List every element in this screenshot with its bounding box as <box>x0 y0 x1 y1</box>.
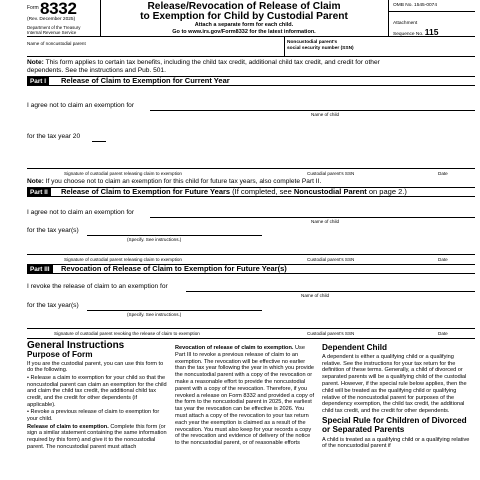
part3-signature-label: Signature of custodial parent revoking the release of claim to exemption <box>54 331 200 336</box>
part3-years-line[interactable] <box>87 310 262 311</box>
part3-signature-line[interactable] <box>27 328 475 329</box>
part2-signature-line[interactable] <box>27 254 475 255</box>
instructions-col-3 <box>322 345 474 451</box>
revocation-text: Use Part III to revoke a previous release of claim to an exemption. The revocation will be effective no earlier than the tax year following the year in which you provide the noncustodial parent with a copy of the revocation or make a reasonable effort to provide the noncustodial parent with a copy of the revocation. Therefore, if you revoked a release on Form 8332 and provided a copy of the form to the noncustodial parent in 2025, the earliest tax year the revocation can be effective is 2026. You must attach a copy of the revocation to your tax return each year the exemption is claimed as a result of the revocation. You must also keep for your records a copy of the revocation and evidence of delivery of the notice to the noncustodial parent, or of reasonable efforts <box>175 345 314 447</box>
irs-line: Internal Revenue Service <box>27 30 77 35</box>
part2-header <box>27 187 475 197</box>
part2-title-sub2: on page 2.) <box>366 187 407 196</box>
purpose-bullet-release: • Release a claim to exemption for your child so that the noncustodial parent can claim an exemption for the child and claim the child tax credit, the additional child tax credit, and the credit for other dependents (if applicable). <box>27 374 167 408</box>
form-title-line1: Release/Revocation of Release of Claim <box>147 1 341 12</box>
dependent-para: A dependent is either a qualifying child or a qualifying relative. See the instructions for your tax return for the definition of these terms. Generally, a child of divorced or separated parents will be a qualifying child of the custodial parent. However, if the special rule below applies, then the child will be treated as the qualifying child or qualifying relative of the noncustodial parent for purposes of the dependency exemption, the child tax credit, the additional child tax credit, and the credit for other dependents. <box>322 353 467 415</box>
revocation-bold: Revocation of release of claim to exemption. <box>175 345 294 351</box>
part1-ssn-label: Custodial parent's SSN <box>307 171 355 176</box>
part1-year-line[interactable] <box>92 141 106 142</box>
part3-name-of-child: Name of child <box>301 293 330 298</box>
part3-child-name-line[interactable] <box>186 291 475 292</box>
note-text-2: dependents. See the instructions and Pub. 501. <box>27 67 166 74</box>
part3-title: Revocation of Release of Claim to Exemption for Future Year(s) <box>61 264 287 273</box>
purpose-bullet-revoke: • Revoke a previous release of claim to exemption for your child. <box>27 409 160 423</box>
instructions-col-2 <box>175 345 315 448</box>
release-text: Complete this form (or sign a similar statement containing the same information required by this form) and give it to the noncustodial parent. The noncustodial parent must attach <box>27 423 167 450</box>
ssn-label-1: Noncustodial parent's <box>287 40 338 45</box>
part3-date-label: Date <box>438 331 448 336</box>
note-text-1: This form applies to certain tax benefits, including the child tax credit, additional child tax credit, and credit for other <box>43 59 380 66</box>
note-future-years <box>27 178 321 185</box>
part3-revoke-text: I revoke the release of claim to an exemption for <box>27 283 168 290</box>
department-line: Department of the Treasury <box>27 25 81 30</box>
form-label: Form <box>27 5 39 11</box>
general-instructions-heading: General Instructions <box>27 340 125 351</box>
part2-title-main: Release of Claim to Exemption for Future Years <box>61 187 231 196</box>
part1-agree-text: I agree not to claim an exemption for <box>27 102 135 109</box>
part1-tax-year: for the tax year 20 <box>27 133 81 140</box>
special-rule-para: A child is treated as a qualifying child or a qualifying relative of the noncustodial parent if <box>322 436 470 450</box>
note-label: Note: <box>27 59 44 66</box>
part2-title <box>61 188 407 197</box>
part2-years-line[interactable] <box>87 235 262 236</box>
purpose-heading: Purpose of Form <box>27 349 93 359</box>
ssn-label-2: social security number (SSN) <box>287 46 354 51</box>
release-para <box>27 424 167 451</box>
omb-number: OMB No. 1545-0074 <box>393 3 437 8</box>
purpose-para: If you are the custodial parent, you can use this form to do the following. <box>27 360 164 374</box>
note-applies <box>27 59 380 66</box>
attach-instruction: Attach a separate form for each child. <box>194 22 294 28</box>
note2-text: If you choose not to claim an exemption for this child for future tax years, also complete Part II. <box>43 178 322 185</box>
sequence-text: Sequence No. <box>393 32 424 37</box>
part2-name-of-child: Name of child <box>311 219 340 224</box>
goto-url: Go to www.irs.gov/Form8332 for the latest information. <box>172 29 316 35</box>
form-number: 8332 <box>40 0 77 18</box>
part2-tax-years: for the tax year(s) <box>27 227 79 234</box>
part3-tax-years: for the tax year(s) <box>27 302 79 309</box>
sequence-number: 115 <box>424 27 439 37</box>
part1-child-name-line[interactable] <box>150 110 475 111</box>
part2-date-label: Date <box>438 257 448 262</box>
noncustodial-name-label: Name of noncustodial parent <box>27 41 86 46</box>
part1-signature-line[interactable] <box>27 168 475 169</box>
part3-label: Part III <box>27 265 53 273</box>
part3-header <box>27 264 475 274</box>
form-title-line2: to Exemption for Child by Custodial Parent <box>140 11 348 22</box>
dependent-child-heading: Dependent Child <box>322 343 388 352</box>
note2-label: Note: <box>27 178 44 185</box>
part2-signature-label: Signature of custodial parent releasing claim to exemption <box>64 257 182 262</box>
special-rule-heading: Special Rule for Children of Divorced or Separated Parents <box>322 415 467 434</box>
part1-signature-label: Signature of custodial parent releasing claim to exemption <box>64 171 182 176</box>
part2-child-name-line[interactable] <box>150 217 475 218</box>
revision-date: (Rev. December 2025) <box>27 17 76 22</box>
part1-name-of-child: Name of child <box>311 112 340 117</box>
part2-title-sub1: (If completed, see <box>230 187 294 196</box>
part2-specify: (Specify. See instructions.) <box>127 237 182 242</box>
release-bold: Release of claim to exemption. <box>27 423 109 430</box>
part2-label: Part II <box>27 188 51 196</box>
attachment-label: Attachment <box>393 21 418 26</box>
part1-header <box>27 76 475 86</box>
part2-agree-text: I agree not to claim an exemption for <box>27 209 135 216</box>
part3-ssn-label: Custodial parent's SSN <box>307 331 355 336</box>
part1-label: Part I <box>27 77 49 85</box>
part3-specify: (Specify. See instructions.) <box>127 312 182 317</box>
part1-title: Release of Claim to Exemption for Current Year <box>61 76 230 85</box>
part2-title-ref: Noncustodial Parent <box>293 187 367 196</box>
part2-ssn-label: Custodial parent's SSN <box>307 257 355 262</box>
instructions-col-1 <box>27 340 167 451</box>
part1-date-label: Date <box>438 171 448 176</box>
revocation-para <box>175 345 315 447</box>
